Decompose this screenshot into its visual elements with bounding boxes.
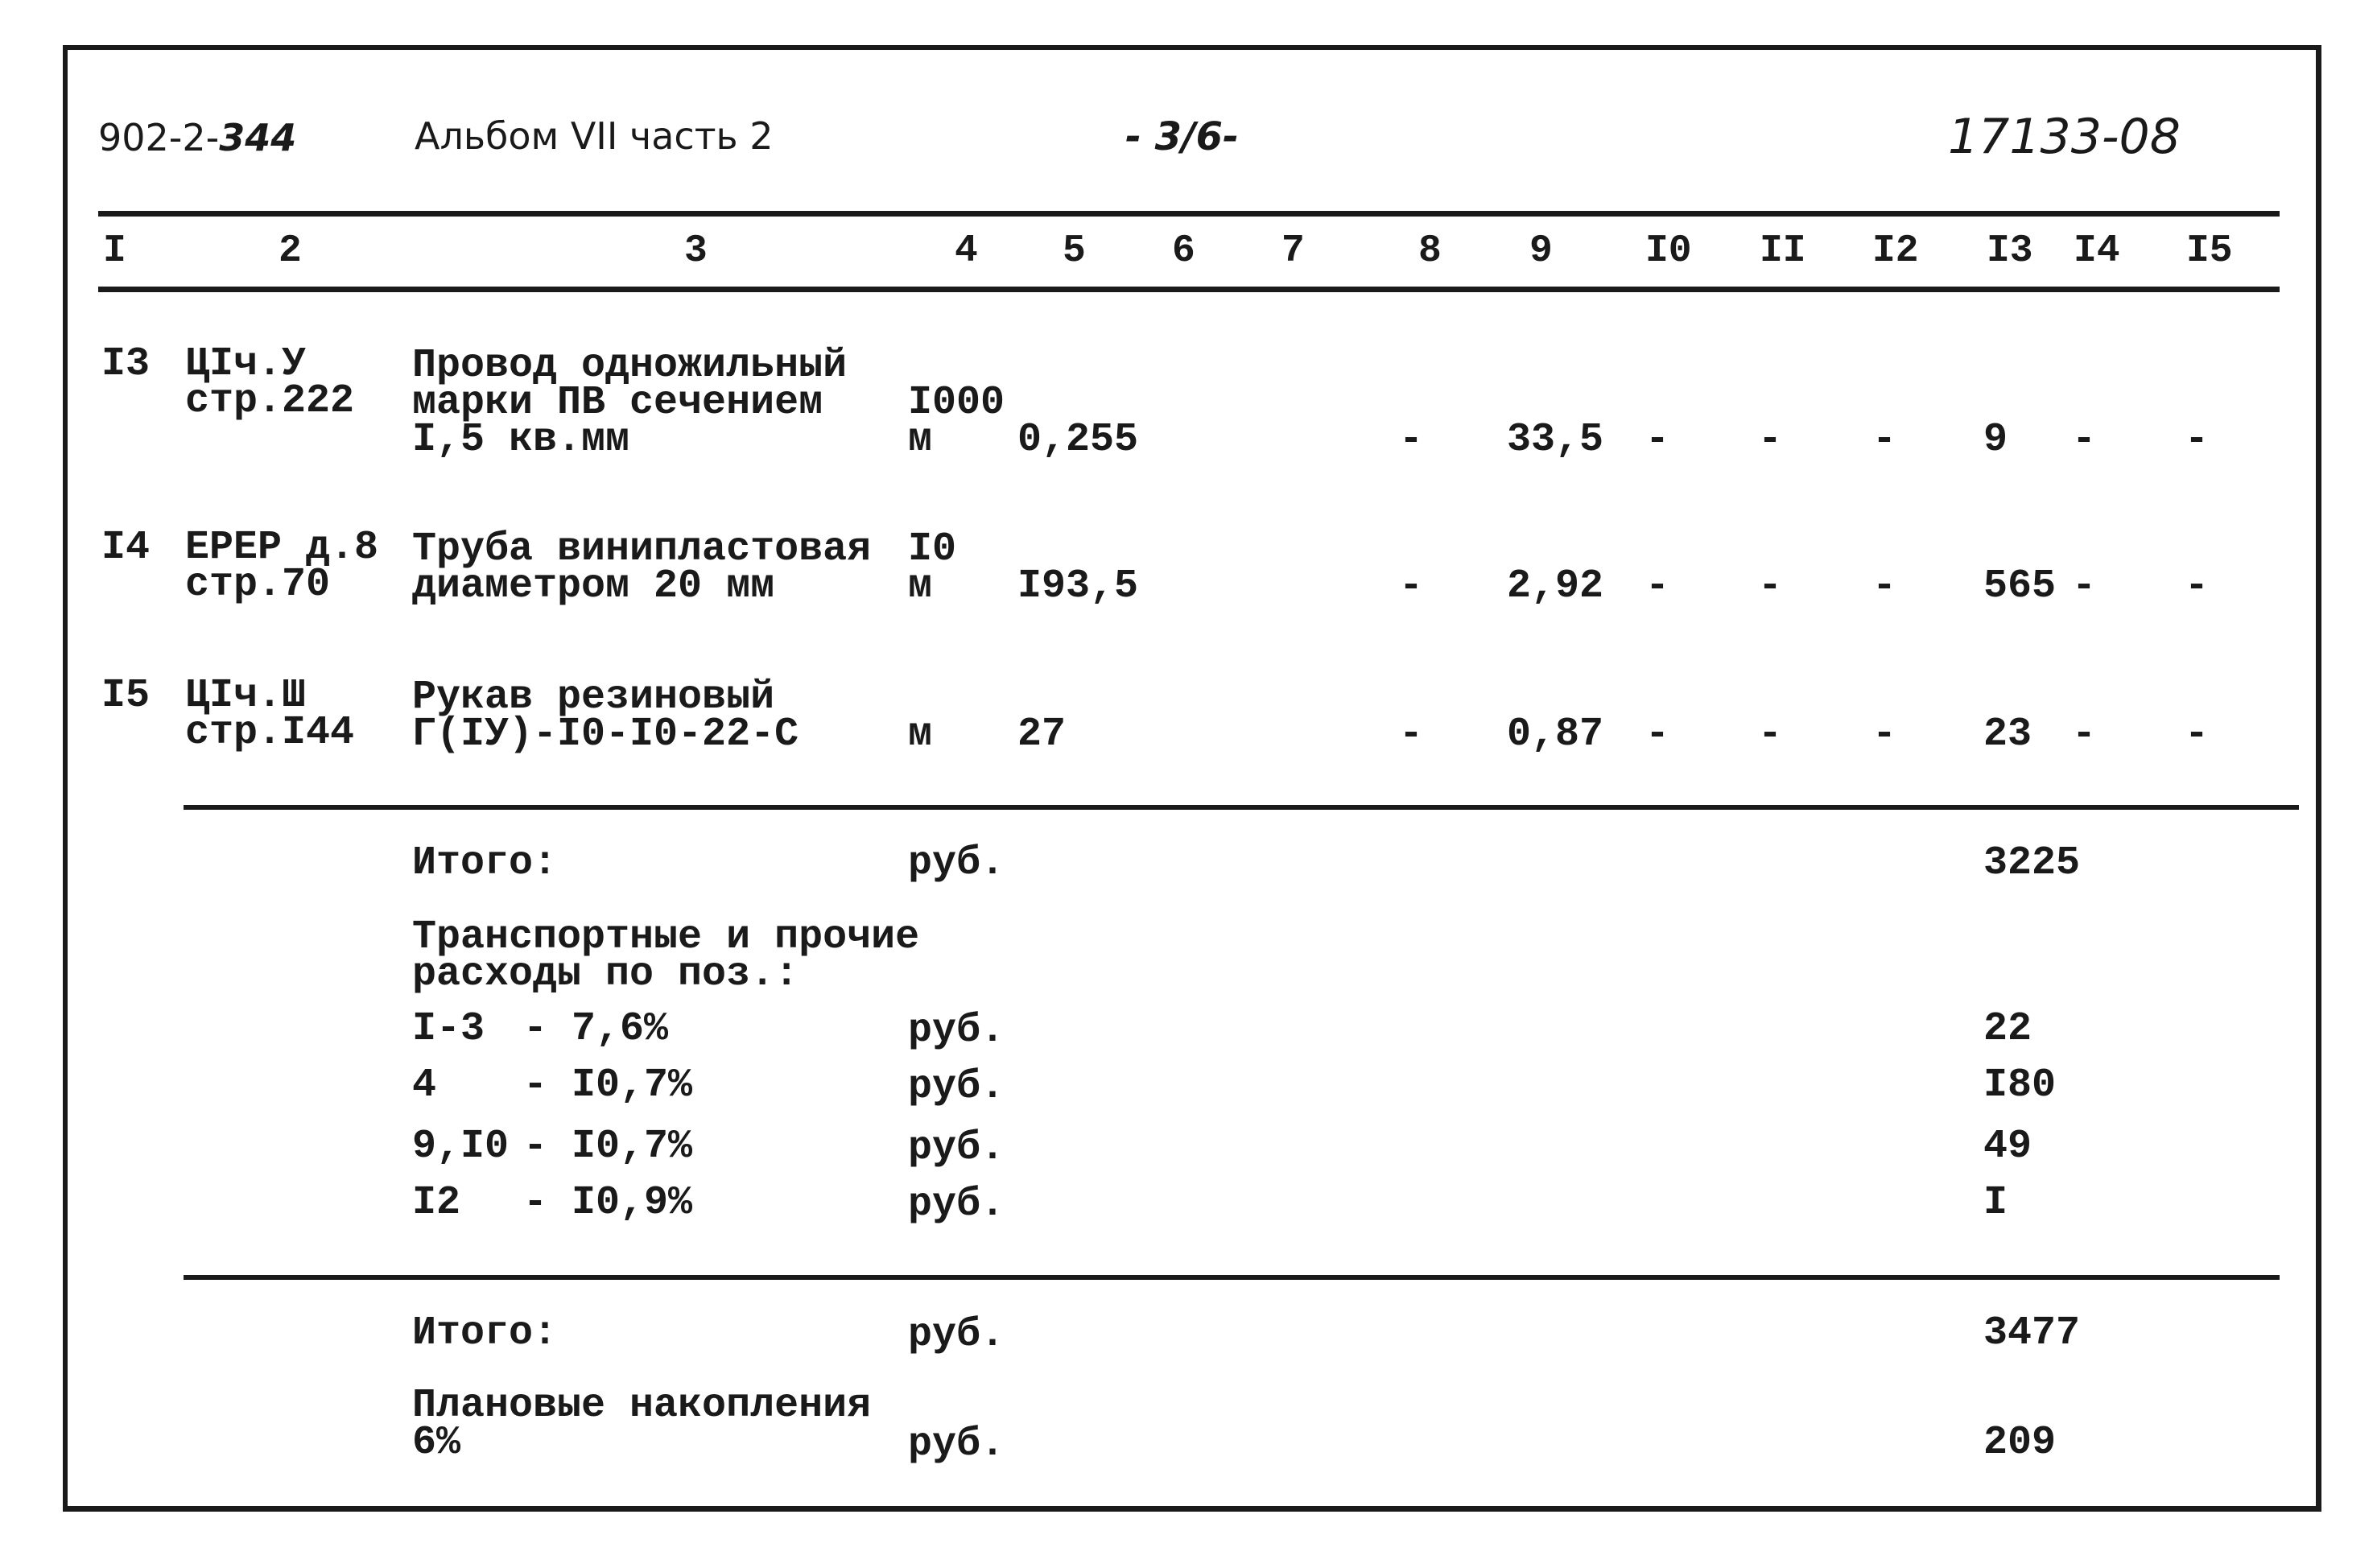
transport-label-line1: Транспортные и прочие: [412, 914, 920, 960]
transport-item-positions: I-3: [412, 1006, 485, 1052]
row-number: I5: [101, 673, 151, 719]
transport-item-unit: руб.: [908, 1008, 1005, 1054]
row-col11: -: [1758, 417, 1783, 463]
row-unit-qty: I000: [908, 380, 1005, 426]
row-col13: 565: [1983, 563, 2057, 609]
row-number: I4: [101, 525, 151, 571]
col-header-8: 8: [1418, 229, 1442, 273]
col-header-14: I4: [2074, 229, 2120, 273]
row-col5: I93,5: [1017, 563, 1139, 609]
transport-item-positions: I2: [412, 1180, 461, 1226]
page-number: - 3/6-: [1125, 114, 1239, 159]
album-code: [98, 116, 297, 159]
row-description-line3: I,5 кв.мм: [412, 417, 630, 463]
plan-value: 209: [1983, 1420, 2057, 1466]
row-col8: -: [1399, 417, 1424, 463]
transport-item-percent: - 7,6%: [523, 1006, 669, 1052]
transport-item-value: 49: [1983, 1124, 2032, 1170]
transport-item-value: 22: [1983, 1006, 2032, 1052]
header-rule-bottom: [98, 287, 2280, 292]
transport-item-value: I: [1983, 1180, 2008, 1226]
row-reference-line2: стр.222: [185, 378, 355, 424]
section-rule-2: [184, 1275, 2280, 1280]
plan-label-line1: Плановые накопления: [412, 1383, 872, 1429]
row-unit: м: [908, 417, 933, 463]
total-value: 3477: [1983, 1310, 2081, 1356]
row-col12: -: [1872, 417, 1897, 463]
row-col10: -: [1645, 417, 1670, 463]
row-reference-line2: стр.70: [185, 562, 331, 608]
row-col15: -: [2185, 712, 2210, 757]
plan-unit: руб.: [908, 1422, 1005, 1467]
row-number: I3: [101, 341, 151, 387]
subtotal-label: Итого:: [412, 840, 558, 886]
album-code-handwritten: 344: [219, 116, 297, 159]
row-col12: -: [1872, 712, 1897, 757]
transport-item-percent: - I0,9%: [523, 1180, 693, 1226]
col-header-9: 9: [1529, 229, 1553, 273]
row-col14: -: [2072, 563, 2097, 609]
row-description-line2: диаметром 20 мм: [412, 563, 775, 609]
album-title: Альбом VII часть 2: [415, 114, 774, 158]
row-unit-qty: I0: [908, 526, 957, 572]
transport-item-percent: - I0,7%: [523, 1124, 693, 1170]
row-col14: -: [2072, 417, 2097, 463]
row-reference-line2: стр.I44: [185, 710, 355, 756]
row-col8: -: [1399, 563, 1424, 609]
row-col13: 23: [1983, 712, 2032, 757]
row-col9: 2,92: [1507, 563, 1604, 609]
row-col13: 9: [1983, 417, 2008, 463]
row-col14: -: [2072, 712, 2097, 757]
row-description-line2: марки ПВ сечением: [412, 380, 823, 426]
plan-label-line2: 6%: [412, 1420, 461, 1466]
row-col15: -: [2185, 417, 2210, 463]
col-header-12: I2: [1872, 229, 1919, 273]
row-col8: -: [1399, 712, 1424, 757]
section-rule-1: [184, 805, 2299, 810]
row-col11: -: [1758, 563, 1783, 609]
document-number: 17133-08: [1948, 109, 2181, 165]
row-col10: -: [1645, 563, 1670, 609]
row-col15: -: [2185, 563, 2210, 609]
total-label: Итого:: [412, 1310, 558, 1356]
row-col5: 0,255: [1017, 417, 1139, 463]
col-header-1: I: [103, 229, 126, 273]
col-header-6: 6: [1172, 229, 1195, 273]
row-col12: -: [1872, 563, 1897, 609]
transport-item-positions: 4: [412, 1063, 437, 1108]
transport-item-unit: руб.: [908, 1182, 1005, 1228]
subtotal-unit: руб.: [908, 840, 1005, 886]
row-reference-line1: ЦIч.Ш: [185, 673, 307, 719]
row-col9: 33,5: [1507, 417, 1604, 463]
col-header-3: 3: [684, 229, 708, 273]
row-unit: м: [908, 712, 933, 757]
transport-item-unit: руб.: [908, 1125, 1005, 1171]
row-col9: 0,87: [1507, 712, 1604, 757]
transport-item-unit: руб.: [908, 1064, 1005, 1110]
col-header-4: 4: [955, 229, 978, 273]
col-header-7: 7: [1281, 229, 1305, 273]
transport-item-percent: - I0,7%: [523, 1063, 693, 1108]
row-col10: -: [1645, 712, 1670, 757]
col-header-11: II: [1760, 229, 1806, 273]
album-code-printed: 902-2-: [98, 116, 220, 159]
row-reference-line1: ЦIч.У: [185, 341, 307, 387]
row-description-line1: Труба винипластовая: [412, 526, 872, 572]
row-reference-line1: ЕРЕР д.8: [185, 525, 379, 571]
col-header-2: 2: [279, 229, 302, 273]
row-unit: м: [908, 563, 933, 609]
row-description-line1: Провод одножильный: [412, 343, 848, 389]
transport-label-line2: расходы по поз.:: [412, 951, 799, 997]
col-header-5: 5: [1063, 229, 1086, 273]
row-description-line1: Рукав резиновый: [412, 675, 775, 720]
col-header-10: I0: [1645, 229, 1692, 273]
row-description-line2: Г(IУ)-I0-I0-22-С: [412, 712, 799, 757]
subtotal-value: 3225: [1983, 840, 2081, 886]
row-col5: 27: [1017, 712, 1067, 757]
row-col11: -: [1758, 712, 1783, 757]
col-header-13: I3: [1987, 229, 2033, 273]
total-unit: руб.: [908, 1312, 1005, 1358]
transport-item-value: I80: [1983, 1063, 2057, 1108]
header-rule-top: [98, 211, 2280, 217]
transport-item-positions: 9,I0: [412, 1124, 510, 1170]
col-header-15: I5: [2186, 229, 2233, 273]
